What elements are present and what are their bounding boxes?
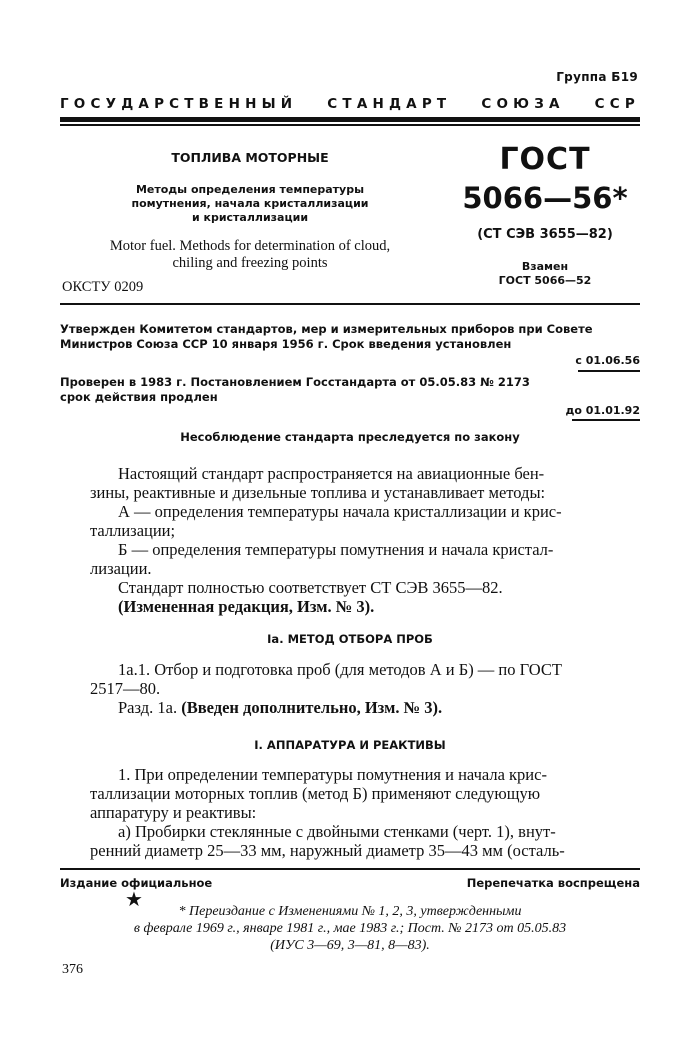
- date-rule: [578, 370, 640, 372]
- group-label: Группа Б19: [556, 70, 638, 84]
- section-1-heading: I. АППАРАТУРА И РЕАКТИВЫ: [254, 738, 446, 752]
- reissue-footnote: [60, 903, 640, 954]
- text-line: Настоящий стандарт распространяется на авиационные бен-: [118, 464, 545, 483]
- footnote-line: (ИУС 3—69, 3—81, 8—83).: [270, 938, 430, 953]
- okstu-code: ОКСТУ 0209: [62, 279, 144, 295]
- section-1-body: [90, 765, 640, 860]
- effective-from-date: с 01.06.56: [575, 354, 640, 367]
- subtitle-en-line: Motor fuel. Methods for determination of cloud,: [109, 238, 391, 254]
- text-line: таллизации моторных топлив (метод Б) применяют следующую: [90, 784, 541, 803]
- header-rule: [60, 117, 640, 122]
- date-rule: [572, 419, 640, 421]
- intro-paragraph: [90, 464, 640, 616]
- gost-label: ГОСТ: [499, 142, 591, 177]
- text-line: зины, реактивные и дизельные топлива и устанавливает методы:: [90, 483, 546, 502]
- section-note: [90, 698, 640, 717]
- text-line: лизации.: [90, 559, 152, 578]
- section-1a-body: [90, 660, 640, 717]
- text-line: 1. При определении температуры помутнения и начала крис-: [118, 765, 547, 784]
- checked-statement: [60, 375, 560, 405]
- checked-line: Проверен в 1983 г. Постановлением Госстандарта от 05.05.83 № 2173: [60, 375, 530, 389]
- text-line: таллизации;: [90, 521, 176, 540]
- amendment-note: (Измененная редакция, Изм. № 3).: [118, 597, 375, 616]
- header-word: ССР: [594, 96, 640, 112]
- subtitle-line: помутнения, начала кристаллизации: [131, 197, 369, 210]
- title-divider: [60, 303, 640, 305]
- document-subtitle-ru: [60, 183, 440, 225]
- official-edition-label: Издание официальное: [60, 876, 213, 890]
- footnote-line: * Переиздание с Изменениями № 1, 2, 3, утвержденными: [178, 904, 522, 919]
- gost-number: 5066—56*: [462, 181, 628, 215]
- header-word: СТАНДАРТ: [327, 96, 452, 112]
- subtitle-line: и кристаллизации: [191, 211, 309, 224]
- section-1a-heading: Iа. МЕТОД ОТБОРА ПРОБ: [267, 632, 433, 646]
- subtitle-en-line: chiling and freezing points: [172, 255, 328, 271]
- valid-until-date: до 01.01.92: [565, 404, 640, 417]
- star-icon: ★: [125, 889, 143, 911]
- footer-rule: [60, 868, 640, 870]
- note-prefix: Разд. 1а.: [118, 698, 178, 717]
- checked-line: срок действия продлен: [60, 390, 218, 404]
- text-line: аппаратуру и реактивы:: [90, 803, 257, 822]
- text-line: а) Пробирки стеклянные с двойными стенками (черт. 1), внут-: [118, 822, 556, 841]
- state-standard-header: [60, 96, 640, 112]
- header-rule-thin: [60, 124, 640, 126]
- text-line: Б — определения температуры помутнения и начала кристал-: [118, 540, 554, 559]
- text-line: 2517—80.: [90, 679, 161, 698]
- document-title: ТОПЛИВА МОТОРНЫЕ: [171, 150, 329, 165]
- header-word: ГОСУДАРСТВЕННЫЙ: [60, 96, 298, 112]
- text-line: Стандарт полностью соответствует СТ СЭВ 3655—82.: [118, 578, 503, 597]
- subtitle-line: Методы определения температуры: [135, 183, 365, 196]
- text-line: ренний диаметр 25—33 мм, наружный диаметр 35—43 мм (осталь-: [90, 841, 565, 860]
- replaces-value: ГОСТ 5066—52: [498, 274, 592, 287]
- approval-line: Министров Союза ССР 10 января 1956 г. Срок введения установлен: [60, 337, 512, 351]
- st-sev-reference: (СТ СЭВ 3655—82): [477, 227, 613, 242]
- replaces-label: Взамен: [521, 260, 569, 273]
- note-bold: (Введен дополнительно, Изм. № 3).: [181, 698, 443, 717]
- replaces-block: [455, 260, 635, 288]
- text-line: А — определения температуры начала кристаллизации и крис-: [118, 502, 562, 521]
- violation-notice: Несоблюдение стандарта преследуется по закону: [180, 430, 520, 444]
- document-subtitle-en: [60, 238, 440, 272]
- page-number: 376: [62, 962, 83, 977]
- header-word: СОЮЗА: [481, 96, 565, 112]
- reprint-prohibited-label: Перепечатка воспрещена: [466, 876, 640, 890]
- approval-line: Утвержден Комитетом стандартов, мер и измерительных приборов при Совете: [60, 322, 593, 336]
- text-line: 1а.1. Отбор и подготовка проб (для методов А и Б) — по ГОСТ: [118, 660, 562, 679]
- footnote-line: в феврале 1969 г., январе 1981 г., мае 1983 г.; Пост. № 2173 от 05.05.83: [133, 921, 567, 936]
- approval-statement: [60, 322, 640, 352]
